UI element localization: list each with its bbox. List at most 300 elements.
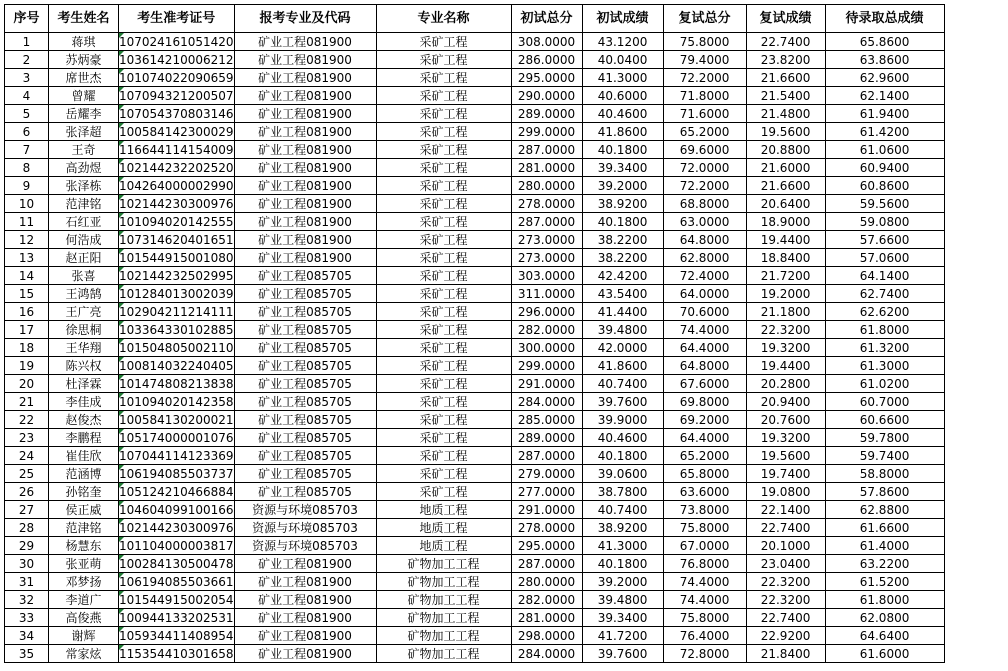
- table-cell[interactable]: 采矿工程: [376, 231, 511, 249]
- table-cell[interactable]: 62.7400: [825, 285, 944, 303]
- table-cell[interactable]: 57.8600: [825, 483, 944, 501]
- table-cell[interactable]: 20.1000: [746, 537, 825, 555]
- table-cell[interactable]: 采矿工程: [376, 393, 511, 411]
- table-cell[interactable]: 李佳成: [49, 393, 119, 411]
- table-cell[interactable]: 矿物加工工程: [376, 555, 511, 573]
- table-cell[interactable]: 采矿工程: [376, 285, 511, 303]
- table-cell[interactable]: 9: [5, 177, 49, 195]
- column-header[interactable]: 复试成绩: [746, 5, 825, 33]
- table-cell[interactable]: 40.0400: [582, 51, 663, 69]
- table-cell[interactable]: 21.6600: [746, 69, 825, 87]
- table-cell[interactable]: 286.0000: [511, 51, 582, 69]
- table-cell[interactable]: 1: [5, 33, 49, 51]
- table-cell[interactable]: 20.7600: [746, 411, 825, 429]
- table-cell[interactable]: 矿业工程085705: [234, 357, 376, 375]
- table-cell[interactable]: 61.9400: [825, 105, 944, 123]
- table-cell[interactable]: 61.4000: [825, 537, 944, 555]
- table-cell[interactable]: 64.8000: [663, 357, 746, 375]
- table-cell[interactable]: 侯正威: [49, 501, 119, 519]
- table-cell[interactable]: 采矿工程: [376, 339, 511, 357]
- table-cell[interactable]: 21.4800: [746, 105, 825, 123]
- table-cell[interactable]: 79.4000: [663, 51, 746, 69]
- column-header[interactable]: 初试总分: [511, 5, 582, 33]
- table-cell[interactable]: 19: [5, 357, 49, 375]
- table-cell[interactable]: 矿物加工工程: [376, 573, 511, 591]
- table-cell[interactable]: 矿业工程085705: [234, 447, 376, 465]
- table-cell[interactable]: 64.8000: [663, 231, 746, 249]
- table-cell[interactable]: 61.6000: [825, 645, 944, 663]
- table-cell[interactable]: 18.9000: [746, 213, 825, 231]
- table-cell[interactable]: 23.0400: [746, 555, 825, 573]
- table-cell[interactable]: 采矿工程: [376, 429, 511, 447]
- table-cell[interactable]: 69.8000: [663, 393, 746, 411]
- table-cell[interactable]: 5: [5, 105, 49, 123]
- table-cell[interactable]: 72.2000: [663, 69, 746, 87]
- table-cell[interactable]: 7: [5, 141, 49, 159]
- table-cell[interactable]: 102144232502995: [119, 268, 234, 283]
- table-cell[interactable]: 20.9400: [746, 393, 825, 411]
- table-cell[interactable]: 277.0000: [511, 483, 582, 501]
- table-cell[interactable]: 289.0000: [511, 105, 582, 123]
- table-cell[interactable]: 高劲煜: [49, 159, 119, 177]
- table-cell[interactable]: 矿业工程081900: [234, 231, 376, 249]
- table-cell[interactable]: 赵正阳: [49, 249, 119, 267]
- table-cell[interactable]: 291.0000: [511, 375, 582, 393]
- table-cell[interactable]: 64.4000: [663, 429, 746, 447]
- column-header[interactable]: 复试总分: [663, 5, 746, 33]
- table-cell[interactable]: 采矿工程: [376, 357, 511, 375]
- table-cell[interactable]: 278.0000: [511, 519, 582, 537]
- table-cell[interactable]: 21.6000: [746, 159, 825, 177]
- table-cell[interactable]: 曾耀: [49, 87, 119, 105]
- table-cell[interactable]: 65.2000: [663, 447, 746, 465]
- table-cell[interactable]: 王广亮: [49, 303, 119, 321]
- table-cell[interactable]: 21: [5, 393, 49, 411]
- table-cell[interactable]: 104264000002990: [119, 178, 234, 193]
- table-cell[interactable]: 32: [5, 591, 49, 609]
- table-cell[interactable]: 60.8600: [825, 177, 944, 195]
- table-cell[interactable]: 105124210466884: [119, 484, 234, 499]
- table-cell[interactable]: 74.4000: [663, 573, 746, 591]
- table-cell[interactable]: 71.8000: [663, 87, 746, 105]
- table-cell[interactable]: 徐思桐: [49, 321, 119, 339]
- table-cell[interactable]: 苏炳豪: [49, 51, 119, 69]
- table-cell[interactable]: 采矿工程: [376, 105, 511, 123]
- table-cell[interactable]: 100584130200021: [119, 412, 234, 427]
- table-cell[interactable]: 75.8000: [663, 519, 746, 537]
- table-cell[interactable]: 矿业工程081900: [234, 195, 376, 213]
- table-cell[interactable]: 4: [5, 87, 49, 105]
- table-cell[interactable]: 40.7400: [582, 375, 663, 393]
- table-cell[interactable]: 311.0000: [511, 285, 582, 303]
- table-cell[interactable]: 矿物加工工程: [376, 645, 511, 663]
- table-cell[interactable]: 采矿工程: [376, 249, 511, 267]
- table-cell[interactable]: 34: [5, 627, 49, 645]
- table-cell[interactable]: 61.4200: [825, 123, 944, 141]
- table-cell[interactable]: 100284130500478: [119, 556, 234, 571]
- table-cell[interactable]: 21.7200: [746, 267, 825, 285]
- table-cell[interactable]: 常家炫: [49, 645, 119, 663]
- table-cell[interactable]: 290.0000: [511, 87, 582, 105]
- table-cell[interactable]: 19.2000: [746, 285, 825, 303]
- table-cell[interactable]: 15: [5, 285, 49, 303]
- table-cell[interactable]: 69.2000: [663, 411, 746, 429]
- table-cell[interactable]: 57.0600: [825, 249, 944, 267]
- table-cell[interactable]: 矿物加工工程: [376, 591, 511, 609]
- table-cell[interactable]: 43.1200: [582, 33, 663, 51]
- table-cell[interactable]: 何浩成: [49, 231, 119, 249]
- table-cell[interactable]: 64.6400: [825, 627, 944, 645]
- table-cell[interactable]: 采矿工程: [376, 69, 511, 87]
- table-cell[interactable]: 资源与环境085703: [234, 501, 376, 519]
- table-cell[interactable]: 矿业工程081900: [234, 591, 376, 609]
- table-cell[interactable]: 284.0000: [511, 393, 582, 411]
- table-cell[interactable]: 308.0000: [511, 33, 582, 51]
- table-cell[interactable]: 矿业工程085705: [234, 393, 376, 411]
- table-cell[interactable]: 299.0000: [511, 357, 582, 375]
- table-cell[interactable]: 104604099100166: [119, 502, 234, 517]
- table-cell[interactable]: 282.0000: [511, 591, 582, 609]
- table-cell[interactable]: 采矿工程: [376, 303, 511, 321]
- table-cell[interactable]: 281.0000: [511, 609, 582, 627]
- table-cell[interactable]: 采矿工程: [376, 213, 511, 231]
- table-cell[interactable]: 18: [5, 339, 49, 357]
- table-cell[interactable]: 20.8800: [746, 141, 825, 159]
- table-cell[interactable]: 61.0200: [825, 375, 944, 393]
- table-cell[interactable]: 12: [5, 231, 49, 249]
- table-cell[interactable]: 22.9200: [746, 627, 825, 645]
- table-cell[interactable]: 61.3000: [825, 357, 944, 375]
- table-cell[interactable]: 39.7600: [582, 393, 663, 411]
- table-cell[interactable]: 41.7200: [582, 627, 663, 645]
- table-cell[interactable]: 矿业工程081900: [234, 249, 376, 267]
- table-cell[interactable]: 16: [5, 303, 49, 321]
- table-cell[interactable]: 18.8400: [746, 249, 825, 267]
- table-cell[interactable]: 20.6400: [746, 195, 825, 213]
- table-cell[interactable]: 22: [5, 411, 49, 429]
- table-cell[interactable]: 采矿工程: [376, 465, 511, 483]
- table-cell[interactable]: 61.0600: [825, 141, 944, 159]
- table-cell[interactable]: 40.7400: [582, 501, 663, 519]
- table-cell[interactable]: 采矿工程: [376, 321, 511, 339]
- table-cell[interactable]: 278.0000: [511, 195, 582, 213]
- table-cell[interactable]: 40.6000: [582, 87, 663, 105]
- table-cell[interactable]: 103614210006212: [119, 52, 234, 67]
- table-cell[interactable]: 105934411408954: [119, 628, 234, 643]
- table-cell[interactable]: 采矿工程: [376, 141, 511, 159]
- table-cell[interactable]: 72.8000: [663, 645, 746, 663]
- table-cell[interactable]: 矿业工程081900: [234, 51, 376, 69]
- table-cell[interactable]: 19.0800: [746, 483, 825, 501]
- table-cell[interactable]: 41.8600: [582, 123, 663, 141]
- table-cell[interactable]: 107094321200507: [119, 88, 234, 103]
- column-header[interactable]: 专业名称: [376, 5, 511, 33]
- table-cell[interactable]: 64.4000: [663, 339, 746, 357]
- table-cell[interactable]: 72.0000: [663, 159, 746, 177]
- table-cell[interactable]: 地质工程: [376, 501, 511, 519]
- table-cell[interactable]: 矿业工程085705: [234, 303, 376, 321]
- table-cell[interactable]: 31: [5, 573, 49, 591]
- table-cell[interactable]: 102904211214111: [119, 304, 234, 319]
- table-cell[interactable]: 38.9200: [582, 519, 663, 537]
- column-header[interactable]: 序号: [5, 5, 49, 33]
- table-cell[interactable]: 62.9600: [825, 69, 944, 87]
- table-cell[interactable]: 282.0000: [511, 321, 582, 339]
- table-cell[interactable]: 张泽栋: [49, 177, 119, 195]
- table-cell[interactable]: 75.8000: [663, 33, 746, 51]
- table-cell[interactable]: 295.0000: [511, 69, 582, 87]
- table-cell[interactable]: 邓梦扬: [49, 573, 119, 591]
- table-cell[interactable]: 279.0000: [511, 465, 582, 483]
- table-cell[interactable]: 65.8600: [825, 33, 944, 51]
- table-cell[interactable]: 20: [5, 375, 49, 393]
- table-cell[interactable]: 59.7800: [825, 429, 944, 447]
- table-cell[interactable]: 19.7400: [746, 465, 825, 483]
- table-cell[interactable]: 75.8000: [663, 609, 746, 627]
- table-cell[interactable]: 采矿工程: [376, 51, 511, 69]
- table-cell[interactable]: 地质工程: [376, 519, 511, 537]
- table-cell[interactable]: 矿业工程081900: [234, 141, 376, 159]
- table-cell[interactable]: 21.6600: [746, 177, 825, 195]
- column-header[interactable]: 初试成绩: [582, 5, 663, 33]
- table-cell[interactable]: 24: [5, 447, 49, 465]
- table-cell[interactable]: 65.8000: [663, 465, 746, 483]
- table-cell[interactable]: 72.4000: [663, 267, 746, 285]
- table-cell[interactable]: 59.7400: [825, 447, 944, 465]
- table-cell[interactable]: 273.0000: [511, 249, 582, 267]
- table-cell[interactable]: 62.8800: [825, 501, 944, 519]
- table-cell[interactable]: 280.0000: [511, 177, 582, 195]
- table-cell[interactable]: 39.4800: [582, 321, 663, 339]
- table-cell[interactable]: 22.7400: [746, 519, 825, 537]
- table-cell[interactable]: 287.0000: [511, 213, 582, 231]
- table-cell[interactable]: 石红亚: [49, 213, 119, 231]
- table-cell[interactable]: 300.0000: [511, 339, 582, 357]
- table-cell[interactable]: 矿物加工工程: [376, 609, 511, 627]
- table-cell[interactable]: 矿业工程081900: [234, 609, 376, 627]
- table-cell[interactable]: 59.0800: [825, 213, 944, 231]
- table-cell[interactable]: 107024161051420: [119, 34, 234, 49]
- table-cell[interactable]: 281.0000: [511, 159, 582, 177]
- table-cell[interactable]: 采矿工程: [376, 483, 511, 501]
- table-cell[interactable]: 35: [5, 645, 49, 663]
- table-cell[interactable]: 43.5400: [582, 285, 663, 303]
- table-cell[interactable]: 62.8000: [663, 249, 746, 267]
- table-cell[interactable]: 38.9200: [582, 195, 663, 213]
- table-cell[interactable]: 298.0000: [511, 627, 582, 645]
- table-cell[interactable]: 40.1800: [582, 141, 663, 159]
- table-cell[interactable]: 40.4600: [582, 105, 663, 123]
- table-cell[interactable]: 11: [5, 213, 49, 231]
- table-cell[interactable]: 采矿工程: [376, 447, 511, 465]
- table-cell[interactable]: 14: [5, 267, 49, 285]
- table-cell[interactable]: 矿业工程081900: [234, 123, 376, 141]
- table-cell[interactable]: 287.0000: [511, 447, 582, 465]
- table-cell[interactable]: 19.4400: [746, 231, 825, 249]
- table-cell[interactable]: 100814032240405: [119, 358, 234, 373]
- table-cell[interactable]: 39.2000: [582, 573, 663, 591]
- table-cell[interactable]: 岳耀李: [49, 105, 119, 123]
- table-cell[interactable]: 74.4000: [663, 591, 746, 609]
- table-cell[interactable]: 22.3200: [746, 321, 825, 339]
- table-cell[interactable]: 李鹏程: [49, 429, 119, 447]
- table-cell[interactable]: 6: [5, 123, 49, 141]
- table-cell[interactable]: 矿业工程081900: [234, 159, 376, 177]
- table-cell[interactable]: 22.7400: [746, 33, 825, 51]
- table-cell[interactable]: 102144232202520: [119, 160, 234, 175]
- table-cell[interactable]: 矿业工程085705: [234, 267, 376, 285]
- table-cell[interactable]: 矿业工程081900: [234, 177, 376, 195]
- table-cell[interactable]: 采矿工程: [376, 375, 511, 393]
- table-cell[interactable]: 采矿工程: [376, 87, 511, 105]
- table-cell[interactable]: 41.3000: [582, 537, 663, 555]
- table-cell[interactable]: 资源与环境085703: [234, 519, 376, 537]
- table-cell[interactable]: 107314620401651: [119, 232, 234, 247]
- table-cell[interactable]: 101094020142555: [119, 214, 234, 229]
- table-cell[interactable]: 21.1800: [746, 303, 825, 321]
- table-cell[interactable]: 19.3200: [746, 429, 825, 447]
- table-cell[interactable]: 19.5600: [746, 447, 825, 465]
- table-cell[interactable]: 矿业工程081900: [234, 87, 376, 105]
- table-cell[interactable]: 范津铭: [49, 519, 119, 537]
- table-cell[interactable]: 101544915002054: [119, 592, 234, 607]
- table-cell[interactable]: 23: [5, 429, 49, 447]
- table-cell[interactable]: 74.4000: [663, 321, 746, 339]
- table-cell[interactable]: 115354410301658: [119, 646, 234, 661]
- table-cell[interactable]: 289.0000: [511, 429, 582, 447]
- table-cell[interactable]: 273.0000: [511, 231, 582, 249]
- table-cell[interactable]: 39.3400: [582, 609, 663, 627]
- table-cell[interactable]: 39.2000: [582, 177, 663, 195]
- table-cell[interactable]: 谢辉: [49, 627, 119, 645]
- table-cell[interactable]: 蒋琪: [49, 33, 119, 51]
- table-cell[interactable]: 矿业工程081900: [234, 213, 376, 231]
- table-cell[interactable]: 38.2200: [582, 231, 663, 249]
- table-cell[interactable]: 61.6600: [825, 519, 944, 537]
- table-cell[interactable]: 矿业工程085705: [234, 483, 376, 501]
- table-cell[interactable]: 21.8400: [746, 645, 825, 663]
- table-cell[interactable]: 42.4200: [582, 267, 663, 285]
- table-cell[interactable]: 8: [5, 159, 49, 177]
- table-cell[interactable]: 76.4000: [663, 627, 746, 645]
- table-cell[interactable]: 17: [5, 321, 49, 339]
- table-cell[interactable]: 2: [5, 51, 49, 69]
- table-cell[interactable]: 张亚萌: [49, 555, 119, 573]
- table-cell[interactable]: 76.8000: [663, 555, 746, 573]
- table-cell[interactable]: 矿业工程085705: [234, 285, 376, 303]
- table-cell[interactable]: 71.6000: [663, 105, 746, 123]
- table-cell[interactable]: 287.0000: [511, 141, 582, 159]
- table-cell[interactable]: 40.1800: [582, 447, 663, 465]
- table-cell[interactable]: 张泽超: [49, 123, 119, 141]
- table-cell[interactable]: 矿业工程085705: [234, 321, 376, 339]
- column-header[interactable]: 考生姓名: [49, 5, 119, 33]
- table-cell[interactable]: 采矿工程: [376, 159, 511, 177]
- table-cell[interactable]: 矿业工程085705: [234, 375, 376, 393]
- table-cell[interactable]: 采矿工程: [376, 123, 511, 141]
- table-cell[interactable]: 116644114154009: [119, 142, 234, 157]
- table-cell[interactable]: 103364330102885: [119, 322, 234, 337]
- table-cell[interactable]: 33: [5, 609, 49, 627]
- table-cell[interactable]: 矿业工程081900: [234, 573, 376, 591]
- table-cell[interactable]: 101504805002110: [119, 340, 234, 355]
- table-cell[interactable]: 107044114123369: [119, 448, 234, 463]
- table-cell[interactable]: 李道广: [49, 591, 119, 609]
- table-cell[interactable]: 65.2000: [663, 123, 746, 141]
- column-header[interactable]: 待录取总成绩: [825, 5, 944, 33]
- table-cell[interactable]: 285.0000: [511, 411, 582, 429]
- table-cell[interactable]: 58.8000: [825, 465, 944, 483]
- table-cell[interactable]: 3: [5, 69, 49, 87]
- table-cell[interactable]: 矿物加工工程: [376, 627, 511, 645]
- table-cell[interactable]: 10: [5, 195, 49, 213]
- table-cell[interactable]: 105174000001076: [119, 430, 234, 445]
- table-cell[interactable]: 40.1800: [582, 555, 663, 573]
- table-cell[interactable]: 26: [5, 483, 49, 501]
- table-cell[interactable]: 61.5200: [825, 573, 944, 591]
- table-cell[interactable]: 64.0000: [663, 285, 746, 303]
- table-cell[interactable]: 62.1400: [825, 87, 944, 105]
- table-cell[interactable]: 高俊燕: [49, 609, 119, 627]
- table-cell[interactable]: 101474808213838: [119, 376, 234, 391]
- table-cell[interactable]: 杨慧东: [49, 537, 119, 555]
- table-cell[interactable]: 42.0000: [582, 339, 663, 357]
- table-cell[interactable]: 39.3400: [582, 159, 663, 177]
- table-cell[interactable]: 赵俊杰: [49, 411, 119, 429]
- table-cell[interactable]: 106194085503661: [119, 574, 234, 589]
- table-cell[interactable]: 矿业工程081900: [234, 69, 376, 87]
- table-cell[interactable]: 矿业工程081900: [234, 645, 376, 663]
- table-cell[interactable]: 25: [5, 465, 49, 483]
- table-cell[interactable]: 张喜: [49, 267, 119, 285]
- table-cell[interactable]: 30: [5, 555, 49, 573]
- table-cell[interactable]: 崔佳欣: [49, 447, 119, 465]
- table-cell[interactable]: 299.0000: [511, 123, 582, 141]
- table-cell[interactable]: 杜泽霖: [49, 375, 119, 393]
- table-cell[interactable]: 孙铭奎: [49, 483, 119, 501]
- table-cell[interactable]: 采矿工程: [376, 411, 511, 429]
- table-cell[interactable]: 287.0000: [511, 555, 582, 573]
- table-cell[interactable]: 61.3200: [825, 339, 944, 357]
- table-cell[interactable]: 63.0000: [663, 213, 746, 231]
- table-cell[interactable]: 67.0000: [663, 537, 746, 555]
- table-cell[interactable]: 100944133202531: [119, 610, 234, 625]
- table-cell[interactable]: 60.7000: [825, 393, 944, 411]
- table-cell[interactable]: 63.2200: [825, 555, 944, 573]
- table-cell[interactable]: 矿业工程085705: [234, 339, 376, 357]
- table-cell[interactable]: 地质工程: [376, 537, 511, 555]
- table-cell[interactable]: 102144230300976: [119, 520, 234, 535]
- column-header[interactable]: 报考专业及代码: [234, 5, 376, 33]
- table-cell[interactable]: 采矿工程: [376, 267, 511, 285]
- table-cell[interactable]: 38.2200: [582, 249, 663, 267]
- table-cell[interactable]: 60.6600: [825, 411, 944, 429]
- table-cell[interactable]: 101094020142358: [119, 394, 234, 409]
- table-cell[interactable]: 13: [5, 249, 49, 267]
- table-cell[interactable]: 284.0000: [511, 645, 582, 663]
- table-cell[interactable]: 资源与环境085703: [234, 537, 376, 555]
- table-cell[interactable]: 102144230300976: [119, 196, 234, 211]
- column-header[interactable]: 考生准考证号: [119, 5, 235, 33]
- table-cell[interactable]: 22.7400: [746, 609, 825, 627]
- table-cell[interactable]: 范涵博: [49, 465, 119, 483]
- table-cell[interactable]: 67.6000: [663, 375, 746, 393]
- table-cell[interactable]: 40.4600: [582, 429, 663, 447]
- table-cell[interactable]: 陈兴权: [49, 357, 119, 375]
- table-cell[interactable]: 73.8000: [663, 501, 746, 519]
- table-cell[interactable]: 39.7600: [582, 645, 663, 663]
- table-cell[interactable]: 303.0000: [511, 267, 582, 285]
